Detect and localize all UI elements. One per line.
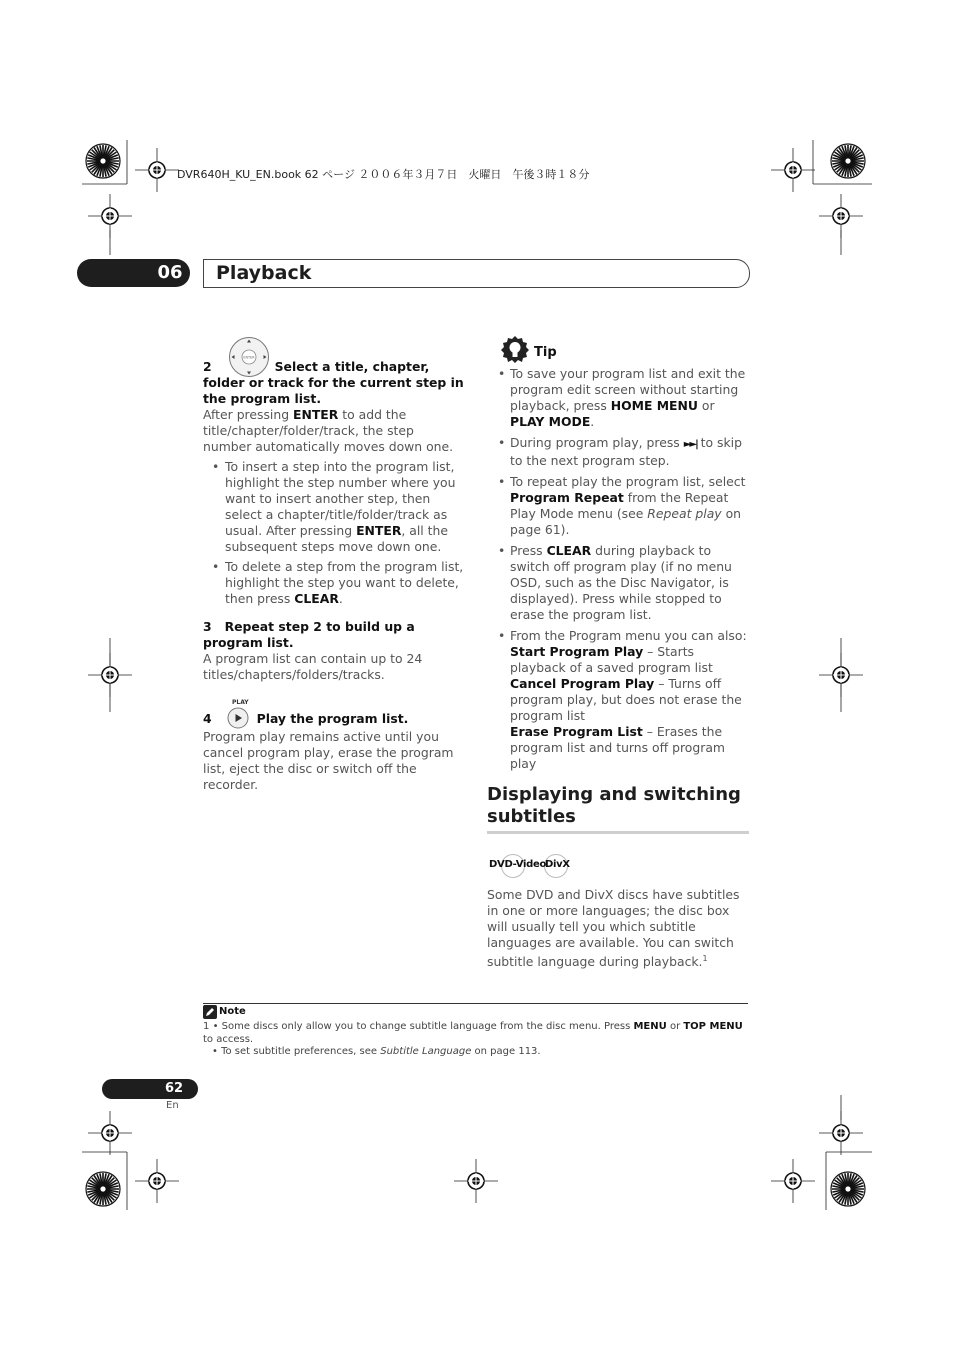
step-4-heading: 4 Play the program list. — [203, 711, 409, 726]
tip-bullets — [488, 366, 750, 772]
chapter-title: Playback — [216, 262, 312, 284]
tip-content — [488, 366, 750, 777]
print-file-info: DVR640H_KU_EN.book 62 ページ ２００６年３月７日 火曜日 午後３時１８分 — [177, 168, 590, 181]
step-3-body: A program list can contain up to 24 titles/chapters/folders/tracks. — [203, 651, 423, 682]
step-2-number: 2 — [203, 359, 212, 374]
step-2-bullets — [203, 459, 465, 607]
page-number: 62 — [164, 1081, 184, 1096]
section-heading: Displaying and switching subtitles — [487, 784, 749, 834]
list-item: • To insert a step into the program list, highlight the step number where you want to insert another step, then select a chapter/title/folder/track as usual. After pressing ENTER, all the subsequent steps move down one. — [203, 459, 465, 555]
list-item: • Press CLEAR during playback to switch off program play (if no menu OSD, such as the Disc Navigator, is displayed). Press while stopped to erase the program list. — [488, 543, 750, 623]
step-4-body: Program play remains active until you cancel program play, erase the program list, eject the disc or switch off the recorder. — [203, 729, 454, 792]
list-item: • To repeat play the program list, select Program Repeat from the Repeat Play Mode menu (see Repeat play on page 61). — [488, 474, 750, 538]
skip-forward-icon: ►►| — [683, 439, 697, 450]
tip-title: Tip — [534, 345, 557, 360]
step-3-heading: 3 Repeat step 2 to build up a program list. — [203, 619, 415, 650]
list-item: • To save your program list and exit the program edit screen without starting playback, press HOME MENU or PLAY MODE. — [488, 366, 750, 430]
chapter-number: 06 — [157, 262, 183, 283]
tip-lightbulb-icon — [500, 335, 530, 363]
page-language: En — [166, 1100, 179, 1111]
step-4 — [203, 711, 465, 793]
note-divider — [203, 1003, 748, 1004]
footnote-ref: 1 — [702, 954, 708, 963]
enter-dial-label: ENTER — [243, 355, 255, 360]
play-button-label: PLAY — [232, 699, 249, 706]
note-title: Note — [219, 1006, 246, 1017]
list-item: • During program play, press ►►| to skip to the next program step. — [488, 435, 750, 469]
dvd-video-badge: DVD-Video — [489, 859, 547, 870]
list-item: • To delete a step from the program list, highlight the step you want to delete, then press CLEAR. — [203, 559, 465, 607]
step-2 — [203, 359, 465, 607]
section-body: Some DVD and DivX discs have subtitles in one or more languages; the disc box will usually tell you which subtitle languages are available. You can switch subtitle language during playback.$^1$ — [487, 887, 740, 970]
note-item-2: • To set subtitle preferences, see Subtitle Language on page 113. — [212, 1046, 541, 1057]
divx-badge: DivX — [545, 859, 570, 870]
note-pencil-icon — [203, 1005, 217, 1019]
step-2-body: After pressing ENTER to add the title/chapter/folder/track, the step number automatically moves down one. — [203, 407, 454, 454]
note-item-1: 1 • Some discs only allow you to change subtitle language from the disc menu. Press MENU or TOP MENU to access. — [203, 1021, 743, 1045]
step-2-heading: 2 Select a title, chapter, folder or track for the current step in the program list. — [203, 359, 464, 406]
list-item: • From the Program menu you can also: Start Program Play – Starts playback of a saved program list Cancel Program Play – Turns off program play, but does not erase the program list Erase Program List – Erases the program list and turns off program play — [488, 628, 750, 772]
step-3 — [203, 619, 465, 683]
